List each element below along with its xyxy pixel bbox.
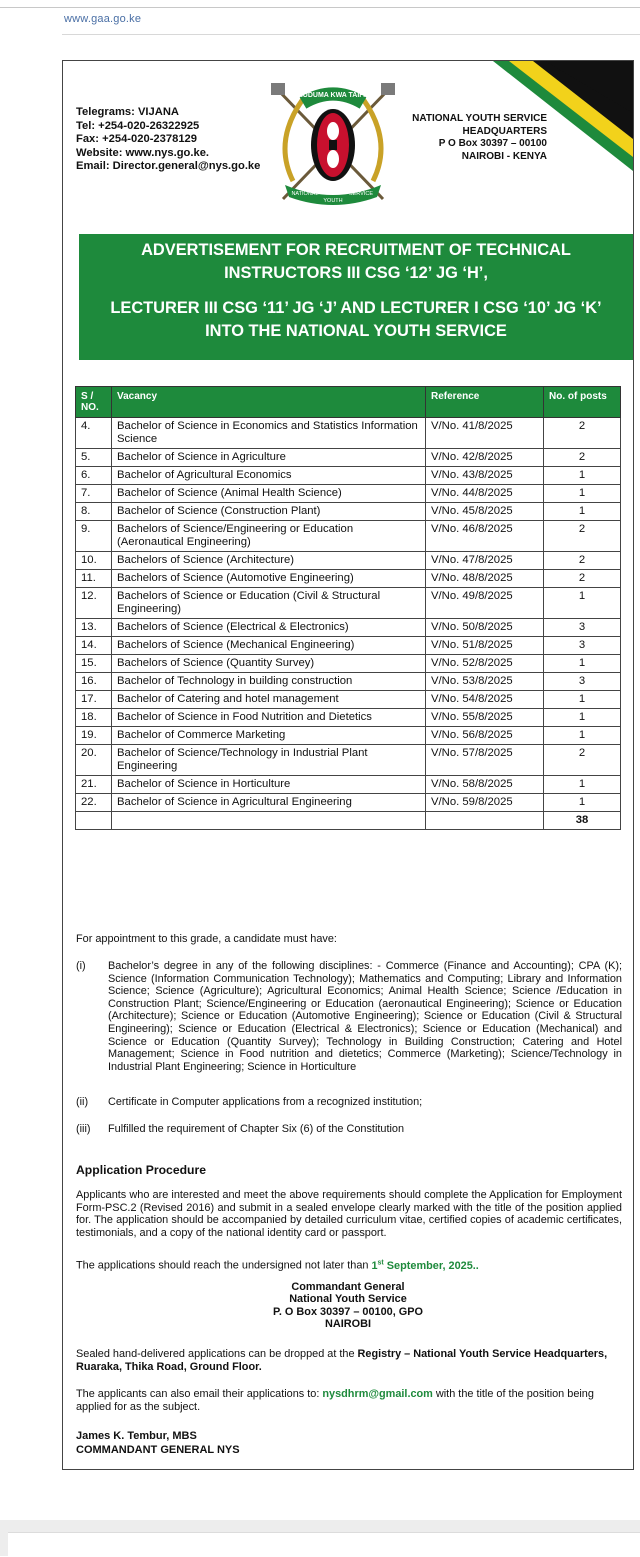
cell-posts: 3	[544, 637, 621, 655]
cell-posts: 2	[544, 521, 621, 552]
table-row	[76, 570, 621, 588]
cell-posts: 2	[544, 552, 621, 570]
next-page-sheet	[8, 1532, 640, 1557]
cell-posts: 1	[544, 655, 621, 673]
requirement-number: (ii)	[76, 1096, 89, 1108]
cell-posts: 1	[544, 691, 621, 709]
cell-no: 8.	[76, 503, 112, 521]
cell-no: 7.	[76, 485, 112, 503]
requirement-item	[76, 960, 622, 1073]
table-row	[76, 588, 621, 619]
total-empty-cell	[76, 812, 112, 830]
total-row	[76, 812, 621, 830]
requirement-text: Certificate in Computer applications from a recognized institution;	[108, 1096, 423, 1108]
cell-reference: V/No. 44/8/2025	[426, 485, 544, 503]
table-row	[76, 794, 621, 812]
application-email-link[interactable]: nysdhrm@gmail.com	[322, 1388, 433, 1400]
dropoff-prefix: Sealed hand-delivered applications can be dropped at the	[76, 1348, 358, 1360]
hq-line-1: NATIONAL YOUTH SERVICE	[412, 113, 547, 124]
table-row	[76, 418, 621, 449]
hq-line-4: NAIROBI - KENYA	[461, 150, 547, 162]
cell-reference: V/No. 43/8/2025	[426, 467, 544, 485]
table-row	[76, 655, 621, 673]
cell-reference: V/No. 57/8/2025	[426, 745, 544, 776]
hq-line-2: HEADQUARTERS	[462, 125, 547, 137]
cell-vacancy: Bachelor of Science/Technology in Industrial Plant Engineering	[112, 745, 426, 776]
cell-posts: 1	[544, 503, 621, 521]
crest-motto-mid: YOUTH	[323, 198, 343, 204]
cell-no: 18.	[76, 709, 112, 727]
cell-reference: V/No. 41/8/2025	[426, 418, 544, 449]
header-reference: Reference	[426, 387, 544, 418]
cell-vacancy: Bachelor of Science in Economics and Statistics Information Science	[112, 418, 426, 449]
cell-vacancy: Bachelor of Science (Construction Plant)	[112, 503, 426, 521]
email-suffix: with the title of the position being applied for as the subject.	[76, 1388, 594, 1413]
cell-posts: 1	[544, 794, 621, 812]
cell-posts: 1	[544, 727, 621, 745]
cell-reference: V/No. 53/8/2025	[426, 673, 544, 691]
site-url[interactable]: www.gaa.go.ke	[64, 13, 142, 25]
telephone: Tel: +254-020-26322925	[76, 119, 200, 132]
cell-vacancy: Bachelors of Science (Architecture)	[112, 552, 426, 570]
cell-no: 17.	[76, 691, 112, 709]
table-row	[76, 552, 621, 570]
cell-posts: 2	[544, 418, 621, 449]
headquarters-address	[412, 113, 547, 163]
website[interactable]: Website: www.nys.go.ke.	[76, 146, 210, 159]
banner-line-3: LECTURER III CSG ‘11’ JG ‘J’ AND LECTURER I CSG ‘10’ JG ‘K’	[110, 299, 602, 317]
dropoff-instructions	[76, 1348, 622, 1373]
total-posts: 38	[544, 812, 621, 830]
requirement-number: (iii)	[76, 1123, 91, 1135]
table-row	[76, 467, 621, 485]
total-empty-cell	[112, 812, 426, 830]
table-row	[76, 485, 621, 503]
nys-crest-icon	[263, 81, 403, 211]
cell-vacancy: Bachelors of Science (Automotive Engineering)	[112, 570, 426, 588]
cell-vacancy: Bachelor of Commerce Marketing	[112, 727, 426, 745]
cell-no: 15.	[76, 655, 112, 673]
deadline-line	[76, 1257, 622, 1272]
email[interactable]: Email: Director.general@nys.go.ke	[76, 160, 261, 172]
email-instructions	[76, 1388, 622, 1413]
cell-reference: V/No. 49/8/2025	[426, 588, 544, 619]
cell-reference: V/No. 58/8/2025	[426, 776, 544, 794]
vacancy-table	[75, 386, 621, 830]
cell-vacancy: Bachelor of Science (Animal Health Science)	[112, 485, 426, 503]
crest-motto-right: SERVICE	[348, 191, 374, 197]
cell-vacancy: Bachelors of Science (Electrical & Electronics)	[112, 619, 426, 637]
signature-block	[76, 1429, 240, 1457]
table-row	[76, 745, 621, 776]
cell-posts: 2	[544, 745, 621, 776]
deadline-prefix: The applications should reach the undersigned not later than	[76, 1259, 372, 1272]
table-row	[76, 727, 621, 745]
cell-vacancy: Bachelors of Science (Quantity Survey)	[112, 655, 426, 673]
cell-posts: 1	[544, 588, 621, 619]
address-line-3: P. O Box 30397 – 00100, GPO	[273, 1305, 423, 1318]
header-vacancy: Vacancy	[112, 387, 426, 418]
requirement-item	[76, 1123, 622, 1136]
email-prefix: The applicants can also email their applications to:	[76, 1388, 323, 1400]
cell-vacancy: Bachelors of Science (Mechanical Engineering)	[112, 637, 426, 655]
cell-posts: 2	[544, 449, 621, 467]
table-row	[76, 709, 621, 727]
cell-reference: V/No. 56/8/2025	[426, 727, 544, 745]
cell-posts: 1	[544, 485, 621, 503]
requirement-text: Fulfilled the requirement of Chapter Six (6) of the Constitution	[108, 1123, 405, 1135]
cell-reference: V/No. 55/8/2025	[426, 709, 544, 727]
fax: Fax: +254-020-2378129	[76, 133, 197, 145]
cell-no: 13.	[76, 619, 112, 637]
cell-reference: V/No. 50/8/2025	[426, 619, 544, 637]
table-row	[76, 503, 621, 521]
signatory-name: James K. Tembur, MBS	[76, 1430, 197, 1442]
hq-line-3: P O Box 30397 – 00100	[438, 138, 547, 149]
crest-motto-top: HUDUMA KWA TAIFA	[297, 92, 369, 99]
contact-block	[76, 106, 260, 174]
banner-line-4: INTO THE NATIONAL YOUTH SERVICE	[205, 322, 507, 340]
advertisement-document	[62, 60, 634, 1470]
requirement-item	[76, 1096, 622, 1109]
crest-motto-left: NATIONAL	[291, 191, 319, 197]
cell-no: 20.	[76, 745, 112, 776]
cell-no: 19.	[76, 727, 112, 745]
banner-line-2: INSTRUCTORS III CSG ‘12’ JG ‘H’,	[224, 264, 488, 282]
cell-no: 10.	[76, 552, 112, 570]
cell-no: 22.	[76, 794, 112, 812]
cell-reference: V/No. 46/8/2025	[426, 521, 544, 552]
advertisement-title-banner	[79, 234, 633, 360]
requirements-intro: For appointment to this grade, a candidate must have:	[76, 933, 337, 945]
cell-no: 12.	[76, 588, 112, 619]
cell-reference: V/No. 54/8/2025	[426, 691, 544, 709]
cell-no: 4.	[76, 418, 112, 449]
cell-vacancy: Bachelor of Science in Food Nutrition and Dietetics	[112, 709, 426, 727]
address-line-1: Commandant General	[291, 1281, 405, 1293]
cell-reference: V/No. 52/8/2025	[426, 655, 544, 673]
cell-posts: 2	[544, 570, 621, 588]
total-empty-cell	[426, 812, 544, 830]
requirement-number: (i)	[76, 960, 86, 972]
cell-vacancy: Bachelors of Science or Education (Civil & Structural Engineering)	[112, 588, 426, 619]
deadline-date: 1st September, 2025..	[371, 1259, 479, 1272]
table-row	[76, 521, 621, 552]
address-line-2: National Youth Service	[289, 1293, 407, 1306]
table-row	[76, 691, 621, 709]
signatory-title: COMMANDANT GENERAL NYS	[76, 1444, 240, 1456]
cell-vacancy: Bachelor of Science in Horticulture	[112, 776, 426, 794]
header-no: S / NO.	[76, 387, 112, 418]
cell-no: 9.	[76, 521, 112, 552]
cell-posts: 1	[544, 467, 621, 485]
cell-vacancy: Bachelor of Agricultural Economics	[112, 467, 426, 485]
cell-reference: V/No. 48/8/2025	[426, 570, 544, 588]
dropoff-location: Registry – National Youth Service Headquarters, Ruaraka, Thika Road, Ground Floor.	[76, 1348, 608, 1373]
cell-reference: V/No. 59/8/2025	[426, 794, 544, 812]
table-row	[76, 776, 621, 794]
cell-vacancy: Bachelor of Catering and hotel management	[112, 691, 426, 709]
cell-reference: V/No. 51/8/2025	[426, 637, 544, 655]
cell-reference: V/No. 47/8/2025	[426, 552, 544, 570]
cell-vacancy: Bachelor of Technology in building construction	[112, 673, 426, 691]
address-line-4: NAIROBI	[325, 1318, 371, 1331]
header-posts: No. of posts	[544, 387, 621, 418]
table-header-row	[76, 387, 621, 418]
table-row	[76, 449, 621, 467]
table-row	[76, 619, 621, 637]
cell-vacancy: Bachelor of Science in Agricultural Engineering	[112, 794, 426, 812]
cell-reference: V/No. 42/8/2025	[426, 449, 544, 467]
banner-line-1: ADVERTISEMENT FOR RECRUITMENT OF TECHNICAL	[141, 241, 571, 259]
cell-no: 5.	[76, 449, 112, 467]
application-paragraph: Applicants who are interested and meet the above requirements should complete the Application for Employment Form-PSC.2 (Revised 2016) and submit in a sealed envelope clearly marked with the title of the position applied for. The application should be accompanied by detailed curriculum vitae, certified copies of academic certificates, testimonials, and a copy of the national identity card or passport.	[76, 1189, 622, 1239]
page-top-rule	[0, 7, 640, 8]
cell-no: 11.	[76, 570, 112, 588]
cell-posts: 3	[544, 673, 621, 691]
cell-posts: 1	[544, 709, 621, 727]
cell-vacancy: Bachelors of Science/Engineering or Education (Aeronautical Engineering)	[112, 521, 426, 552]
cell-posts: 1	[544, 776, 621, 794]
cell-no: 21.	[76, 776, 112, 794]
cell-no: 14.	[76, 637, 112, 655]
cell-no: 16.	[76, 673, 112, 691]
table-row	[76, 673, 621, 691]
table-row	[76, 637, 621, 655]
postal-address	[63, 1281, 633, 1331]
application-procedure-heading: Application Procedure	[76, 1163, 207, 1177]
cell-posts: 3	[544, 619, 621, 637]
header-divider	[62, 34, 640, 35]
cell-vacancy: Bachelor of Science in Agriculture	[112, 449, 426, 467]
cell-no: 6.	[76, 467, 112, 485]
requirement-text: Bachelor’s degree in any of the following disciplines: - Commerce (Finance and Accounting); CPA (K); Science (Information Communication Technology); Mathematics and Computing; Library and Information Science; Science (Agriculture); Agricultural Economics; Animal Health Science; Science /Education in Construction Plant; Science/Engineering or Education (aeronautical Engineering); Science or Education (Architecture); Science or Education (Automotive Engineering); Science or Education (Civil & Structural Engineering); Science or Education (Electrical & Electronics); Science or Education (Mechanical) and Science or Education (Quantity Survey); Technology in Building Construction; Catering and Hotel Management; Science in Food nutrition and dietetics; Commerce (Marketing); Science/Technology in Industrial Plant Engineering; Science in Horticulture	[108, 960, 622, 1073]
cell-reference: V/No. 45/8/2025	[426, 503, 544, 521]
telegrams: Telegrams: VIJANA	[76, 106, 179, 118]
